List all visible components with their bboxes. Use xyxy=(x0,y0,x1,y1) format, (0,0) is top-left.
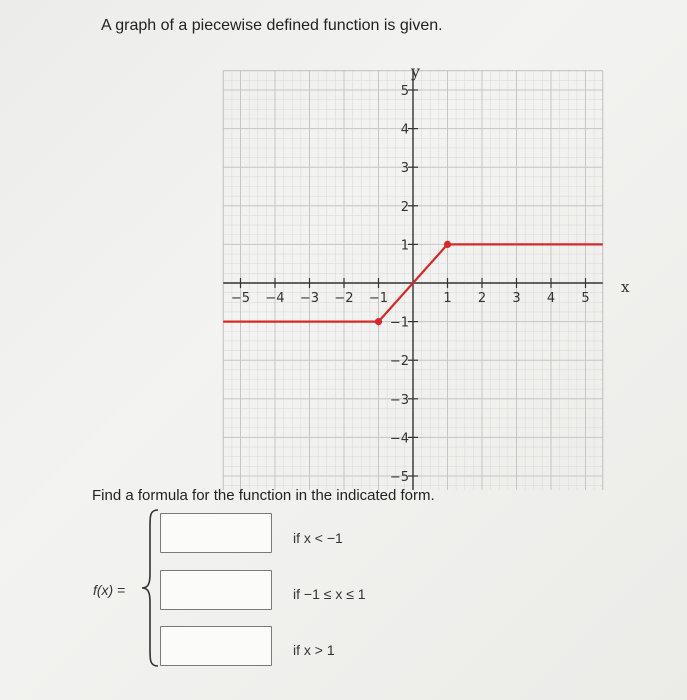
x-tick-label: 2 xyxy=(477,291,487,306)
y-tick-label: −4 xyxy=(389,431,409,447)
function-name: f(x) xyxy=(93,582,114,598)
y-tick-label: 1 xyxy=(400,238,409,254)
piece-2-input[interactable] xyxy=(160,570,272,610)
x-tick-label: −2 xyxy=(334,291,354,306)
x-tick-label: 5 xyxy=(581,291,590,306)
function-label xyxy=(93,582,125,598)
x-axis-label: x xyxy=(621,278,630,296)
instruction-text: Find a formula for the function in the indicated form. xyxy=(92,487,435,504)
y-tick-label: −2 xyxy=(389,354,409,370)
axes xyxy=(223,71,603,490)
x-tick-label: 4 xyxy=(546,291,556,306)
y-tick-label: −1 xyxy=(389,315,409,331)
point-marker xyxy=(444,241,451,248)
x-tick-label: 3 xyxy=(512,291,521,306)
piece-1-input[interactable] xyxy=(160,513,272,553)
y-tick-label: 3 xyxy=(400,161,409,177)
question-text: A graph of a piecewise defined function is given. xyxy=(101,17,443,34)
point-marker xyxy=(375,318,382,325)
piecewise-brace xyxy=(140,508,162,668)
x-tick-label: −4 xyxy=(265,291,285,306)
piece-3-input[interactable] xyxy=(160,626,272,666)
x-tick-label: −1 xyxy=(368,291,389,306)
equals-sign: = xyxy=(117,582,126,598)
y-axis-label: y xyxy=(411,62,421,81)
y-tick-label: 5 xyxy=(400,84,409,99)
y-tick-label: 4 xyxy=(400,122,409,138)
y-tick-label: −5 xyxy=(389,470,409,485)
y-tick-label: −3 xyxy=(389,392,409,408)
piece-3-condition: if x > 1 xyxy=(293,642,335,658)
y-tick-label: 2 xyxy=(400,199,409,215)
piece-1-condition: if x < −1 xyxy=(293,530,343,546)
x-tick-label: 1 xyxy=(443,291,452,306)
piece-2-condition: if −1 ≤ x ≤ 1 xyxy=(293,586,366,602)
x-tick-label: −5 xyxy=(230,291,251,306)
x-tick-label: −3 xyxy=(299,291,320,306)
